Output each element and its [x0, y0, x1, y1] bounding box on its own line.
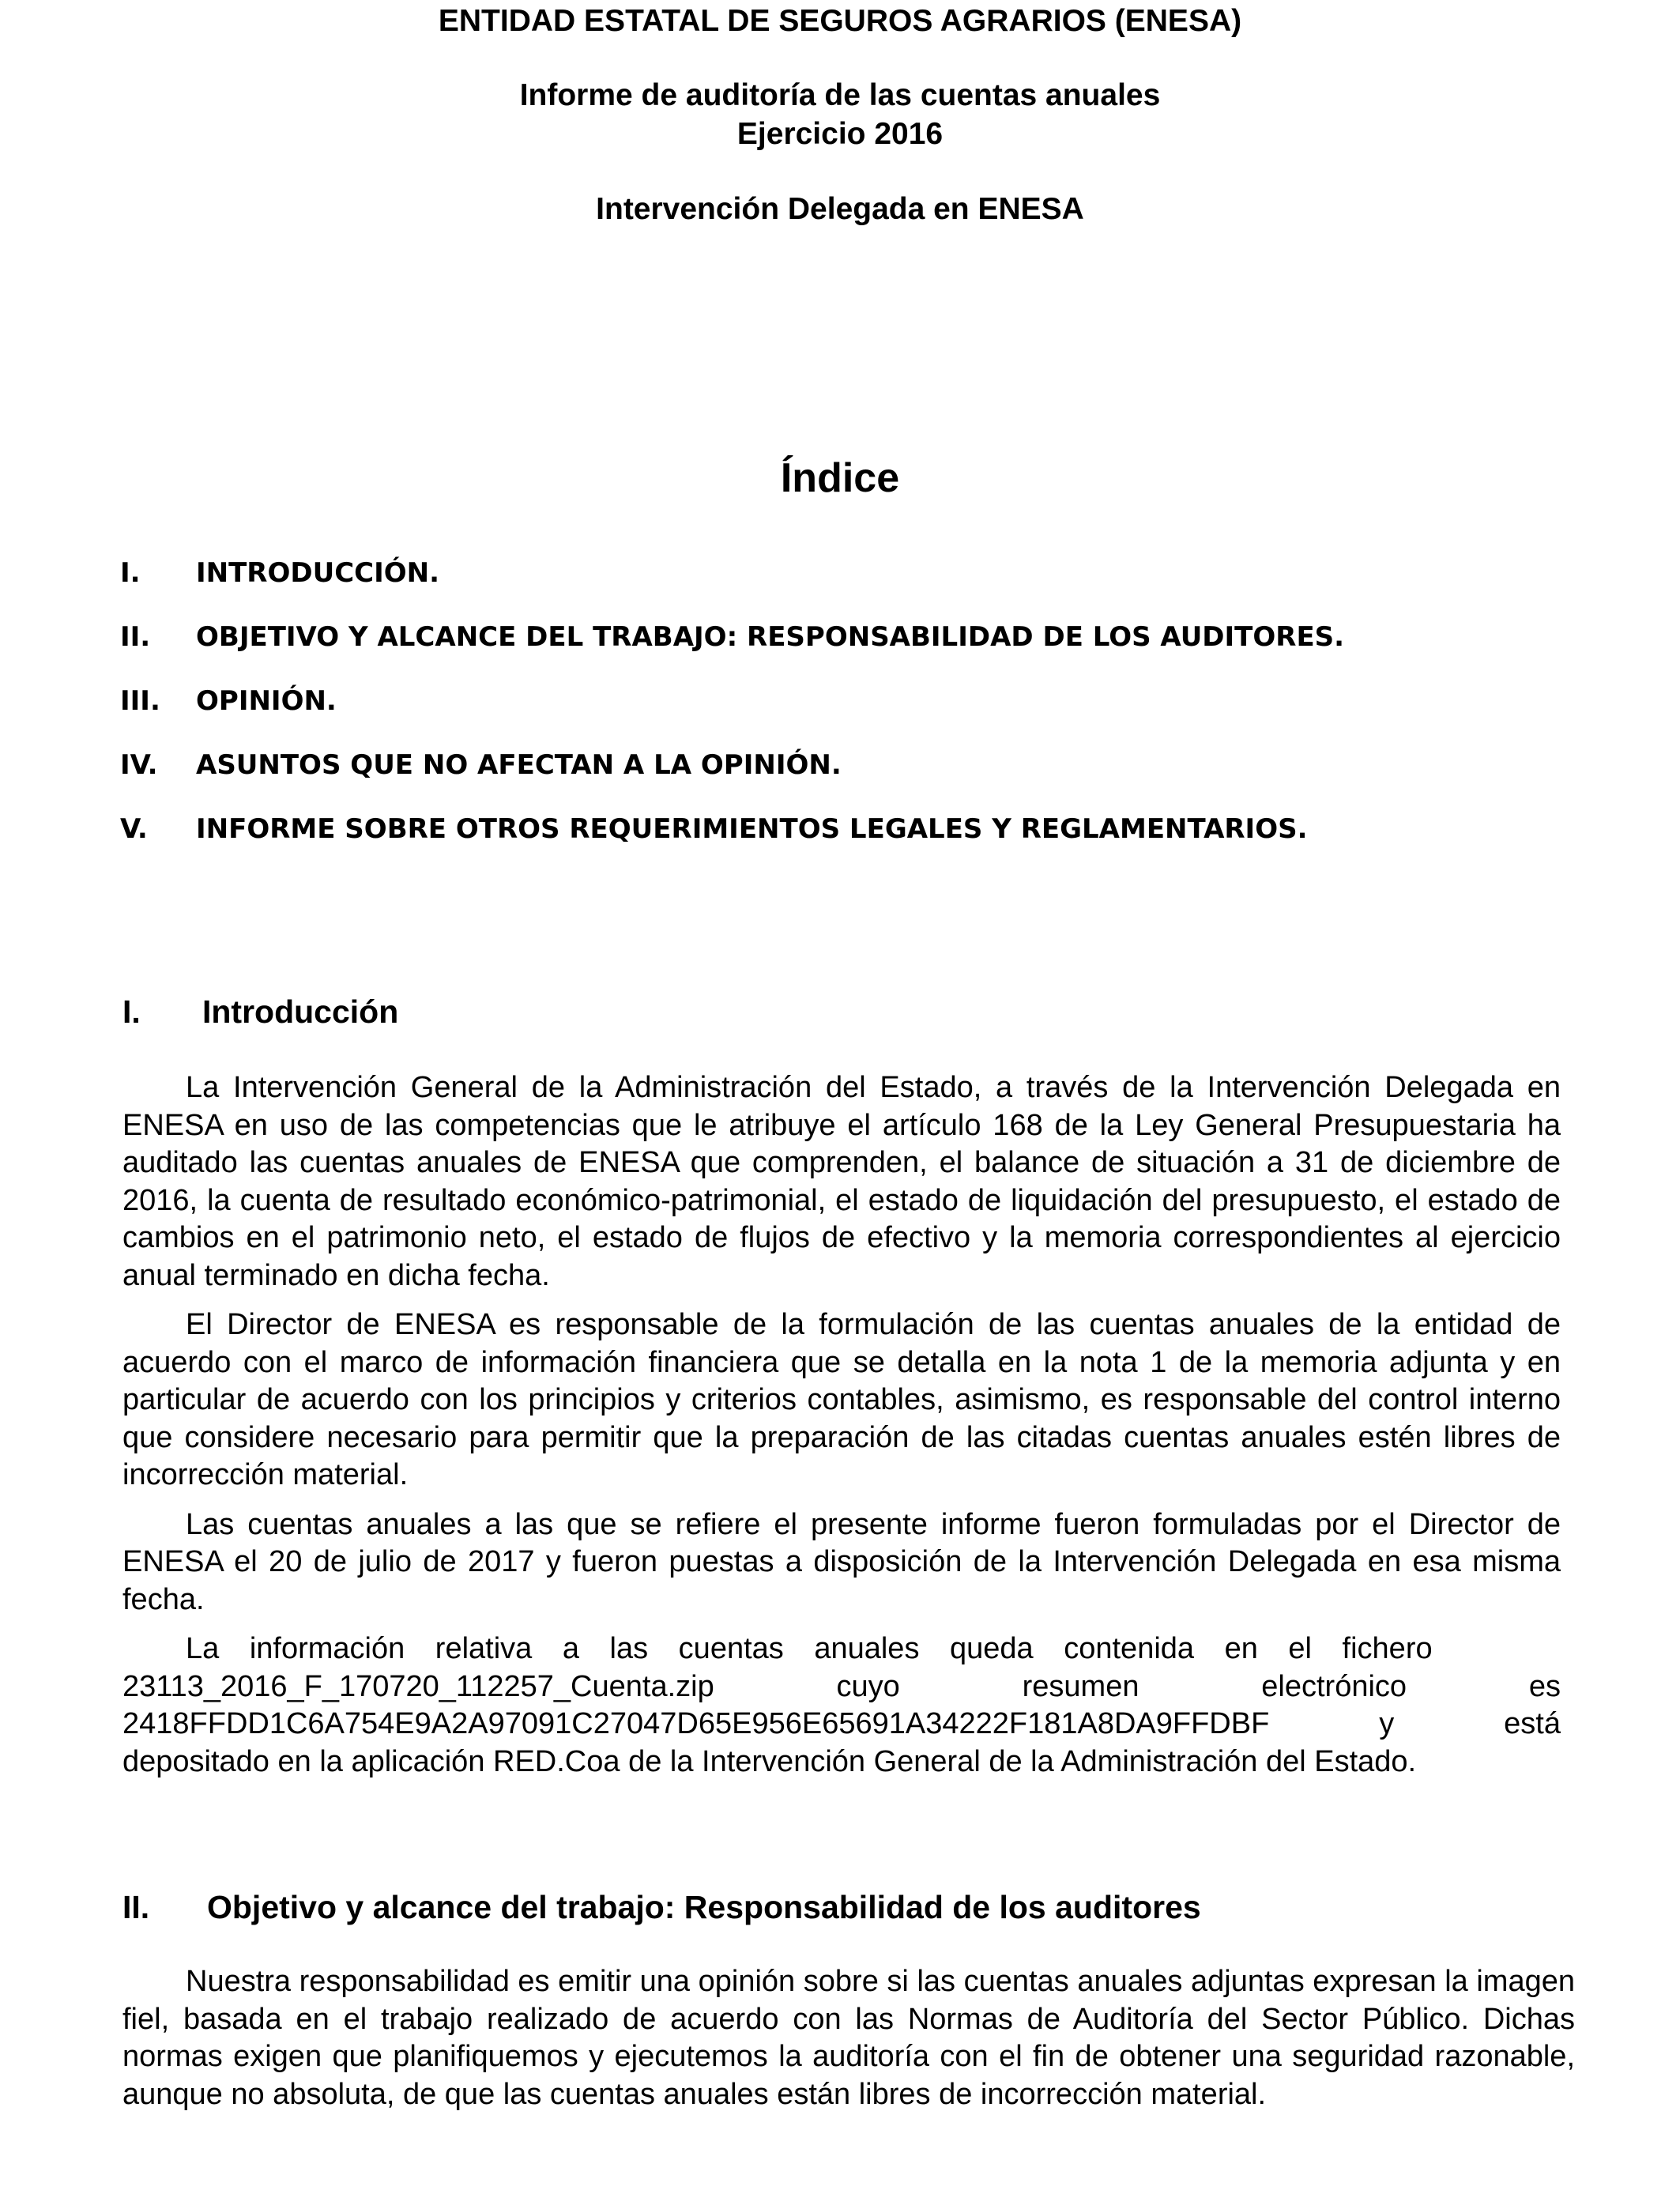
section-number: I.: [122, 993, 141, 1030]
text-run: resumen: [1022, 1669, 1139, 1703]
file-hash: 2418FFDD1C6A754E9A2A97091C27047D65E956E65691A34222F181A8DA9FFDBF: [122, 1707, 1270, 1740]
toc-item: [120, 745, 1622, 809]
table-of-contents: [120, 553, 1622, 873]
toc-item: [120, 809, 1622, 873]
toc-item-text: OPINIÓN.: [196, 685, 337, 717]
section-title: Objetivo y alcance del trabajo: Responsabilidad de los auditores: [207, 1889, 1201, 1925]
paragraph-file-info: [122, 1630, 1561, 1781]
file-info-line: depositado en la aplicación RED.Coa de la Intervención General de la Administración del Estado.: [122, 1744, 1417, 1778]
section-heading-objective: [122, 1887, 1201, 1927]
paragraph: Nuestra responsabilidad es emitir una opinión sobre si las cuentas anuales adjuntas expresan la imagen fiel, basada en el trabajo realizado de acuerdo con las Normas de Auditoría del Sector Público. Dichas normas exigen que planifiquemos y ejecutemos la auditoría con el fin de obtener una seguridad razonable, aunque no absoluta, de que las cuentas anuales están libres de incorrección material.: [122, 1965, 1575, 2111]
text-run: cuyo: [836, 1669, 900, 1703]
file-name: 23113_2016_F_170720_112257_Cuenta.zip: [122, 1669, 714, 1703]
report-year: Ejercicio 2016: [736, 117, 944, 151]
toc-item-text: ASUNTOS QUE NO AFECTAN A LA OPINIÓN.: [196, 749, 842, 781]
toc-item-number: V.: [120, 813, 148, 845]
toc-item-number: I.: [120, 557, 141, 589]
introduction-body: [122, 1069, 1561, 1793]
toc-item: [120, 553, 1622, 617]
paragraph: La Intervención General de la Administración del Estado, a través de la Intervención Delegada en ENESA en uso de las competencias que le atribuye el artículo 168 de la Ley General Presupuestaria ha auditado las cuentas anuales de ENESA que comprenden, el balance de situación a 31 de diciembre de 2016, la cuenta de resultado económico-patrimonial, el estado de liquidación del presupuesto, el estado de cambios en el patrimonio neto, el estado de flujos de efectivo y la memoria correspondientes al ejercicio anual terminado en dicha fecha.: [122, 1071, 1561, 1292]
report-title: Informe de auditoría de las cuentas anuales: [519, 78, 1161, 112]
text-run: y: [1379, 1707, 1395, 1740]
text-run: está: [1504, 1707, 1561, 1740]
file-info-line: [122, 1630, 1561, 1668]
index-title: Índice: [780, 455, 900, 501]
paragraph: El Director de ENESA es responsable de la formulación de las cuentas anuales de la entidad de acuerdo con el marco de información financiera que se detalla en la nota 1 de la memoria adjunta y en particular de acuerdo con los principios y criterios contables, asimismo, es responsable del control interno que considere necesario para permitir que la preparación de las citadas cuentas anuales estén libres de incorrección material.: [122, 1308, 1561, 1491]
section-number: II.: [122, 1889, 150, 1925]
objective-body: [122, 1963, 1575, 2125]
section-title: Introducción: [202, 993, 399, 1030]
file-info-line: [122, 1706, 1561, 1744]
text-run: La información relativa a las cuentas anuales queda contenida en el fichero: [186, 1632, 1433, 1665]
toc-item: [120, 681, 1622, 745]
text-run: es: [1528, 1669, 1561, 1703]
file-info-line: [122, 1668, 1561, 1706]
paragraph: Las cuentas anuales a las que se refiere el presente informe fueron formuladas por el Director de ENESA el 20 de julio de 2017 y fueron puestas a disposición de la Intervención Delegada en esa misma fecha.: [122, 1507, 1561, 1616]
toc-item: [120, 617, 1622, 681]
toc-item-text: OBJETIVO Y ALCANCE DEL TRABAJO: RESPONSABILIDAD DE LOS AUDITORES.: [196, 621, 1345, 653]
text-run: electrónico: [1261, 1669, 1407, 1703]
section-heading-introduction: [122, 992, 398, 1031]
toc-item-number: IV.: [120, 749, 158, 781]
toc-item-text: INTRODUCCIÓN.: [196, 557, 440, 589]
entity-title: ENTIDAD ESTATAL DE SEGUROS AGRARIOS (ENESA): [438, 4, 1242, 38]
toc-item-number: III.: [120, 685, 160, 717]
toc-item-text: INFORME SOBRE OTROS REQUERIMIENTOS LEGALES Y REGLAMENTARIOS.: [196, 813, 1308, 845]
toc-item-number: II.: [120, 621, 151, 653]
report-author: Intervención Delegada en ENESA: [596, 192, 1084, 226]
